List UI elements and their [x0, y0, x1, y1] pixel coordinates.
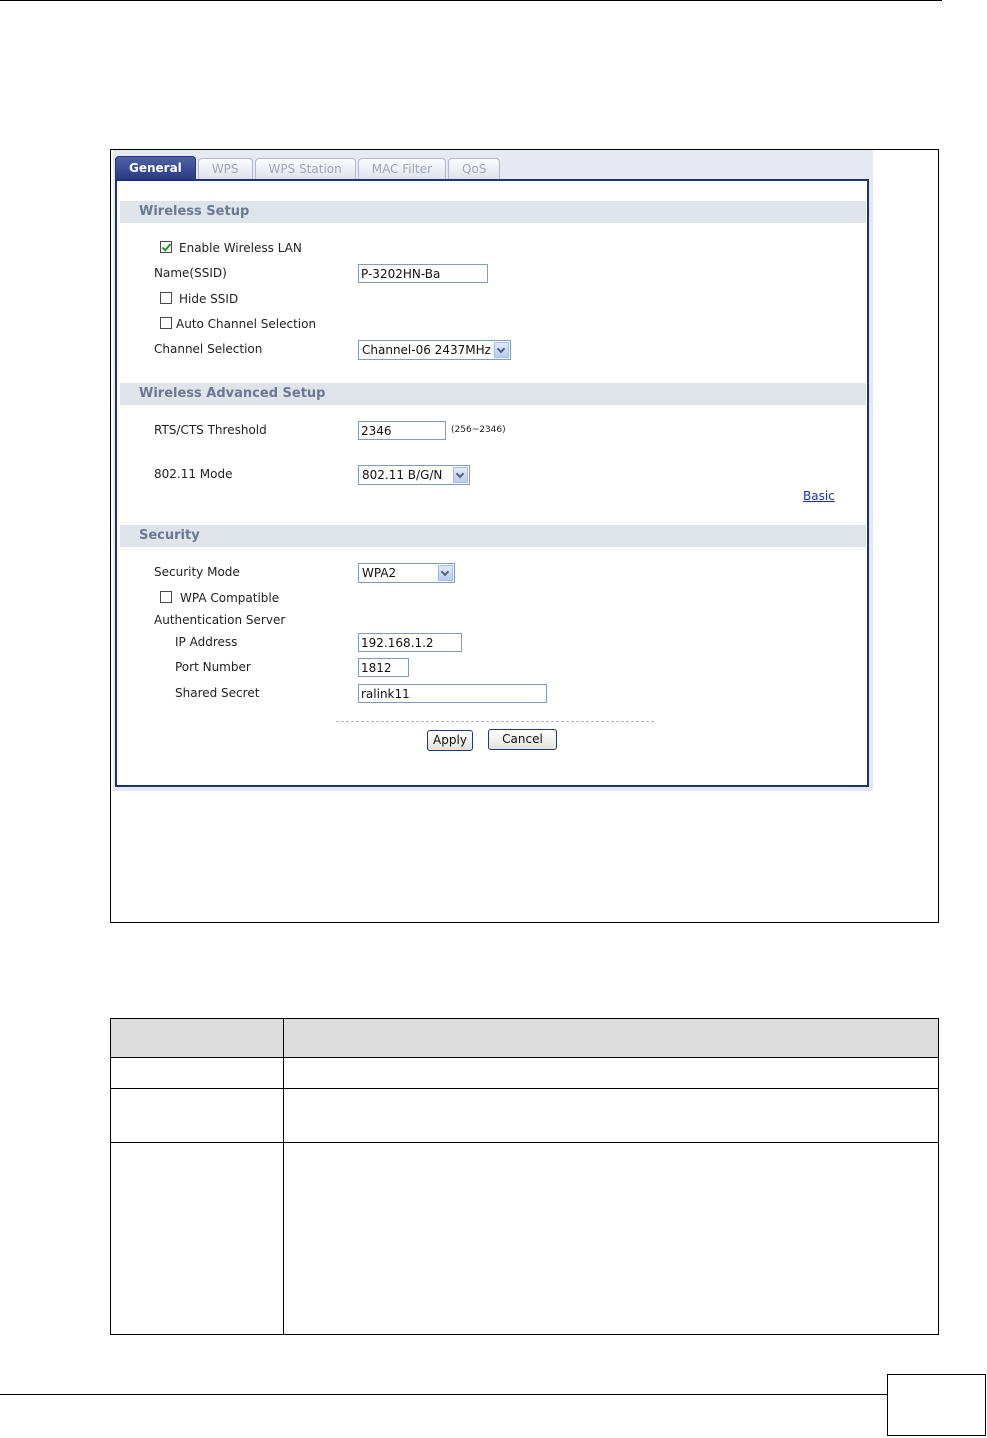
header-rule: [0, 0, 942, 1]
channel-select-value: Channel-06 2437MHz: [362, 343, 491, 357]
channel-select[interactable]: [358, 340, 511, 360]
security-mode-value: WPA2: [362, 566, 397, 580]
wireless-settings-screen: [113, 150, 873, 791]
mode-select-value: 802.11 B/G/N: [362, 468, 443, 482]
chevron-down-icon[interactable]: [438, 565, 453, 581]
table-cell: [284, 1089, 939, 1143]
table-cell: [284, 1143, 939, 1335]
wpa-compatible-label: WPA Compatible: [180, 591, 280, 605]
security-heading: Security: [120, 525, 866, 547]
table-cell: [284, 1019, 939, 1058]
tab-wps-station[interactable]: WPS Station: [255, 158, 356, 180]
mode-label: 802.11 Mode: [154, 467, 233, 481]
hide-ssid-label: Hide SSID: [179, 292, 239, 306]
table-row: [111, 1058, 939, 1089]
table-row: [111, 1143, 939, 1335]
tab-mac-filter[interactable]: MAC Filter: [358, 158, 446, 180]
settings-panel: [115, 179, 869, 787]
ip-address-input[interactable]: [358, 633, 462, 652]
table-row: [111, 1089, 939, 1143]
description-table: [110, 1018, 939, 1335]
tab-qos[interactable]: QoS: [448, 158, 500, 180]
channel-label: Channel Selection: [154, 342, 263, 356]
security-mode-select[interactable]: [358, 563, 455, 583]
shared-secret-input[interactable]: [358, 684, 547, 703]
table-cell: [111, 1019, 284, 1058]
mode-select[interactable]: [358, 465, 470, 485]
auth-server-label: Authentication Server: [154, 613, 286, 627]
rts-label: RTS/CTS Threshold: [154, 423, 267, 437]
auto-channel-label: Auto Channel Selection: [176, 317, 317, 331]
rts-input[interactable]: [358, 421, 446, 440]
cancel-button[interactable]: Cancel: [488, 729, 557, 750]
button-divider: [336, 721, 654, 722]
security-mode-label: Security Mode: [154, 565, 240, 579]
ssid-label: Name(SSID): [154, 266, 227, 280]
ip-address-label: IP Address: [175, 635, 238, 649]
tab-bar: [115, 154, 502, 180]
footer-rule: [0, 1394, 888, 1395]
port-number-label: Port Number: [175, 660, 251, 674]
enable-wireless-lan-label: Enable Wireless LAN: [179, 241, 302, 255]
chevron-down-icon[interactable]: [453, 467, 468, 483]
apply-button[interactable]: Apply: [427, 730, 473, 751]
table-header-row: [111, 1019, 939, 1058]
enable-wireless-lan-checkbox[interactable]: [160, 241, 172, 253]
tab-wps[interactable]: WPS: [198, 158, 253, 180]
wireless-setup-heading: Wireless Setup: [120, 201, 866, 223]
ssid-input[interactable]: [358, 264, 488, 283]
port-number-input[interactable]: [358, 658, 409, 677]
advanced-setup-heading: Wireless Advanced Setup: [120, 383, 866, 405]
table-cell: [111, 1058, 284, 1089]
hide-ssid-checkbox[interactable]: [160, 292, 172, 304]
table-cell: [111, 1089, 284, 1143]
shared-secret-label: Shared Secret: [175, 686, 260, 700]
page-number-box: [887, 1374, 986, 1436]
rts-range-hint: (256~2346): [451, 425, 506, 435]
wpa-compatible-checkbox[interactable]: [160, 591, 172, 603]
table-cell: [111, 1143, 284, 1335]
auto-channel-checkbox[interactable]: [160, 317, 172, 329]
basic-link[interactable]: Basic: [803, 489, 835, 503]
tab-general[interactable]: General: [115, 156, 196, 180]
chevron-down-icon[interactable]: [494, 342, 509, 358]
table-cell: [284, 1058, 939, 1089]
